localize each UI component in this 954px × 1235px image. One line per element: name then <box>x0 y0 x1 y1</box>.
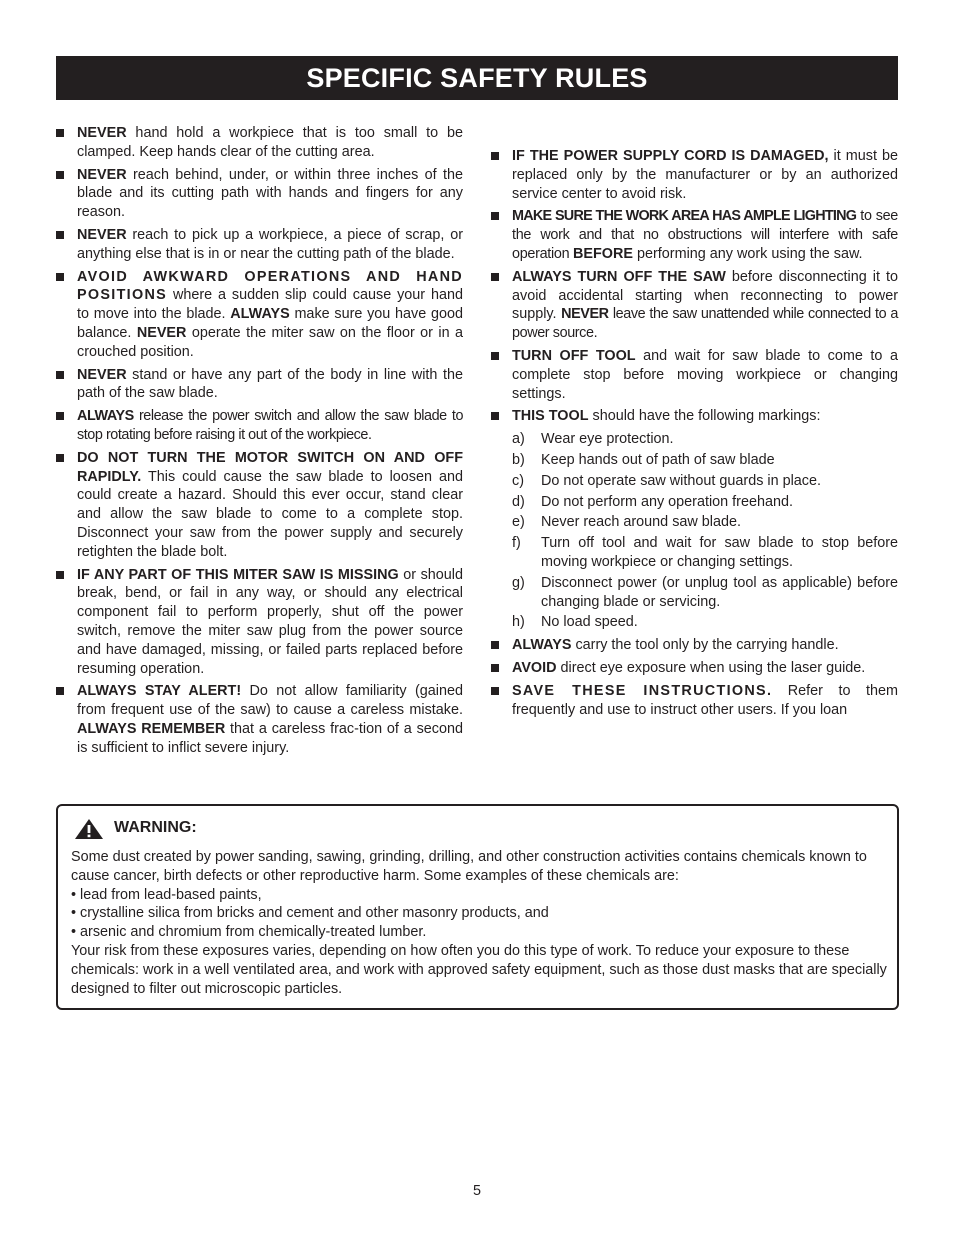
rule-item <box>56 124 463 162</box>
rule-item <box>491 268 898 343</box>
list-letter: d) <box>512 493 525 510</box>
rule-bold-2: ALWAYS REMEMBER <box>77 720 226 737</box>
rule-text: Refer to them frequently and use to instruct other users. If you loan <box>512 682 898 718</box>
rule-item <box>491 659 898 678</box>
rule-bold: IF ANY PART OF THIS MITER SAW IS MISSING <box>77 566 399 583</box>
square-bullet-icon <box>56 171 64 179</box>
rule-text: before disconnecting it to avoid accidental starting when reconnecting to power supply. <box>512 268 898 323</box>
list-text: Disconnect power (or unplug tool as applicable) before changing blade or servicing. <box>541 574 898 610</box>
list-text: No load speed. <box>541 614 638 631</box>
markings-list <box>512 430 898 632</box>
title-bar <box>56 56 898 100</box>
rule-text-2: make sure you have good balance. <box>77 306 463 341</box>
rule-text: stand or have any part of the body in line with the path of the saw blade. <box>77 366 463 402</box>
square-bullet-icon <box>56 571 64 579</box>
rule-text: Do not allow familiarity (gained from frequent use of the saw) to cause a careless mistake. <box>77 683 463 719</box>
warning-body <box>71 848 887 998</box>
rule-text: This could cause the saw blade to loosen and could create a hazard. Should this ever occur, stand clear and allow the saw blade to come to a complete stop. Disconnect your saw from the power supply and securely retighten the blade bolt. <box>77 468 463 560</box>
rule-text: and wait for saw blade to come to a complete stop before moving workpiece or changing settings. <box>512 347 898 402</box>
rule-text: should have the following markings: <box>588 408 821 425</box>
list-letter: f) <box>512 535 521 552</box>
list-letter: a) <box>512 431 525 448</box>
rule-text: carry the tool only by the carrying handle. <box>571 637 839 654</box>
warning-example: • crystalline silica from bricks and cement and other masonry products, and <box>71 905 549 922</box>
square-bullet-icon <box>56 129 64 137</box>
square-bullet-icon <box>491 352 499 360</box>
rule-bold: ALWAYS TURN OFF THE SAW <box>512 268 726 285</box>
rule-item <box>491 407 898 426</box>
page-number: 5 <box>472 1183 481 1199</box>
rule-text: hand hold a workpiece that is too small to be clamped. Keep hands clear of the cutting area. <box>77 125 463 160</box>
page-title: SPECIFIC SAFETY RULES <box>306 63 648 93</box>
rule-item <box>56 366 463 404</box>
rule-bold: AVOID <box>512 659 557 676</box>
square-bullet-icon <box>56 231 64 239</box>
warning-label: WARNING: <box>114 819 197 836</box>
rule-text-2: leave the saw unattended while connected to a power source. <box>512 306 898 342</box>
list-text: Never reach around saw blade. <box>541 514 741 531</box>
rule-bold: TURN OFF TOOL <box>512 347 636 364</box>
square-bullet-icon <box>491 641 499 649</box>
rule-text: to see the work and that no obstructions will interfere with safe operation <box>512 208 898 262</box>
list-item <box>512 451 898 470</box>
rule-bold: IF THE POWER SUPPLY CORD IS DAMAGED, <box>512 148 829 164</box>
rule-text: or should break, bend, or fail in any way, or should any electrical component fail to perform properly, shut off the power switch, remove the miter saw plug from the power source and have damaged, missing, or failed parts replaced before resuming operation. <box>77 566 464 677</box>
right-column <box>491 147 898 723</box>
rule-text: reach behind, under, or within three inches of the blade and its cutting path with hands and fingers for any reason. <box>77 166 463 221</box>
rule-bold: THIS TOOL <box>512 408 589 425</box>
list-item <box>512 534 898 572</box>
rule-bold: AVOID AWKWARD OPERATIONS AND HAND POSITIONS <box>77 268 463 304</box>
rule-text-3: operate the miter saw on the floor or in a crouched position. <box>77 324 463 360</box>
rule-item <box>491 147 898 203</box>
rule-bold-2: NEVER <box>561 306 609 323</box>
left-column <box>56 124 463 762</box>
list-item <box>512 513 898 532</box>
square-bullet-icon <box>56 687 64 695</box>
rule-bold: SAVE THESE INSTRUCTIONS. <box>512 682 773 699</box>
list-text: Turn off tool and wait for saw blade to stop before moving workpiece or changing settings. <box>541 535 898 570</box>
rule-item <box>491 207 898 263</box>
square-bullet-icon <box>491 152 499 160</box>
square-bullet-icon <box>491 273 499 281</box>
rule-bold: MAKE SURE THE WORK AREA HAS AMPLE LIGHTING <box>512 208 857 225</box>
warning-example: • arsenic and chromium from chemically-treated lumber. <box>71 924 427 941</box>
rule-bold: ALWAYS STAY ALERT! <box>77 683 242 700</box>
rule-text: reach to pick up a workpiece, a piece of scrap, or anything else that is in or near the cutting path of the blade. <box>77 226 463 262</box>
list-item <box>512 493 898 512</box>
list-text: Wear eye protection. <box>541 431 674 448</box>
rule-item <box>56 268 463 362</box>
rule-text: it must be replaced only by the manufacturer or by an authorized service center to avoid risk. <box>512 148 898 202</box>
rule-item <box>56 407 463 445</box>
warning-intro: Some dust created by power sanding, sawing, grinding, drilling, and other construction activities contains chemicals known to cause cancer, birth defects or other reproductive harm. Some examples of these chemicals are: <box>71 849 867 884</box>
rule-item <box>56 449 463 562</box>
list-text: Do not operate saw without guards in place. <box>541 472 821 489</box>
list-letter: h) <box>512 614 525 631</box>
list-text: Keep hands out of path of saw blade <box>541 451 775 468</box>
rule-bold: ALWAYS <box>77 408 134 425</box>
list-letter: c) <box>512 472 524 489</box>
rule-text-2: that a careless frac-tion of a second is sufficient to inflict severe injury. <box>77 720 463 756</box>
square-bullet-icon <box>56 454 64 462</box>
warning-outro: Your risk from these exposures varies, depending on how often you do this type of work. To reduce your exposure to these chemicals: work in a well ventilated area, and work with approved safety equipment, such as those dust masks that are specially designed to filter out microscopic particles. <box>71 942 887 997</box>
rule-item <box>491 636 898 655</box>
rule-item <box>56 226 463 264</box>
list-item <box>512 472 898 491</box>
rule-bold: ALWAYS <box>512 637 572 654</box>
rule-bold: NEVER <box>77 366 127 383</box>
list-text: Do not perform any operation freehand. <box>541 493 793 510</box>
rule-text: where a sudden slip could cause your hand to move into the blade. <box>77 287 463 323</box>
square-bullet-icon <box>491 664 499 672</box>
rule-bold: NEVER <box>77 226 127 243</box>
list-letter: b) <box>512 451 525 468</box>
rule-bold: NEVER <box>77 166 127 183</box>
rule-text-2: performing any work using the saw. <box>632 245 863 262</box>
rule-bold-3: NEVER <box>136 324 187 341</box>
rule-item <box>56 566 463 679</box>
list-item <box>512 613 898 632</box>
rule-bold: NEVER <box>77 125 127 141</box>
rule-item <box>491 347 898 403</box>
warning-box <box>56 804 899 1010</box>
rule-bold: DO NOT TURN THE MOTOR SWITCH ON AND OFF RAPIDLY. <box>77 449 463 485</box>
warning-example: • lead from lead-based paints, <box>71 886 262 903</box>
square-bullet-icon <box>56 412 64 420</box>
square-bullet-icon <box>56 371 64 379</box>
rule-item <box>56 166 463 222</box>
rule-bold-2: BEFORE <box>573 245 633 262</box>
square-bullet-icon <box>491 212 499 220</box>
list-letter: e) <box>512 514 525 531</box>
square-bullet-icon <box>56 273 64 281</box>
square-bullet-icon <box>491 687 499 695</box>
list-item <box>512 574 898 612</box>
list-item <box>512 430 898 449</box>
rule-item <box>491 682 898 720</box>
warning-triangle-icon <box>74 818 104 840</box>
rule-text: direct eye exposure when using the laser guide. <box>556 659 866 676</box>
rule-item <box>56 682 463 757</box>
rule-bold-2: ALWAYS <box>230 306 290 323</box>
list-letter: g) <box>512 574 525 591</box>
rule-text: release the power switch and allow the saw blade to stop rotating before raising it out of the workpiece. <box>77 408 463 443</box>
square-bullet-icon <box>491 412 499 420</box>
